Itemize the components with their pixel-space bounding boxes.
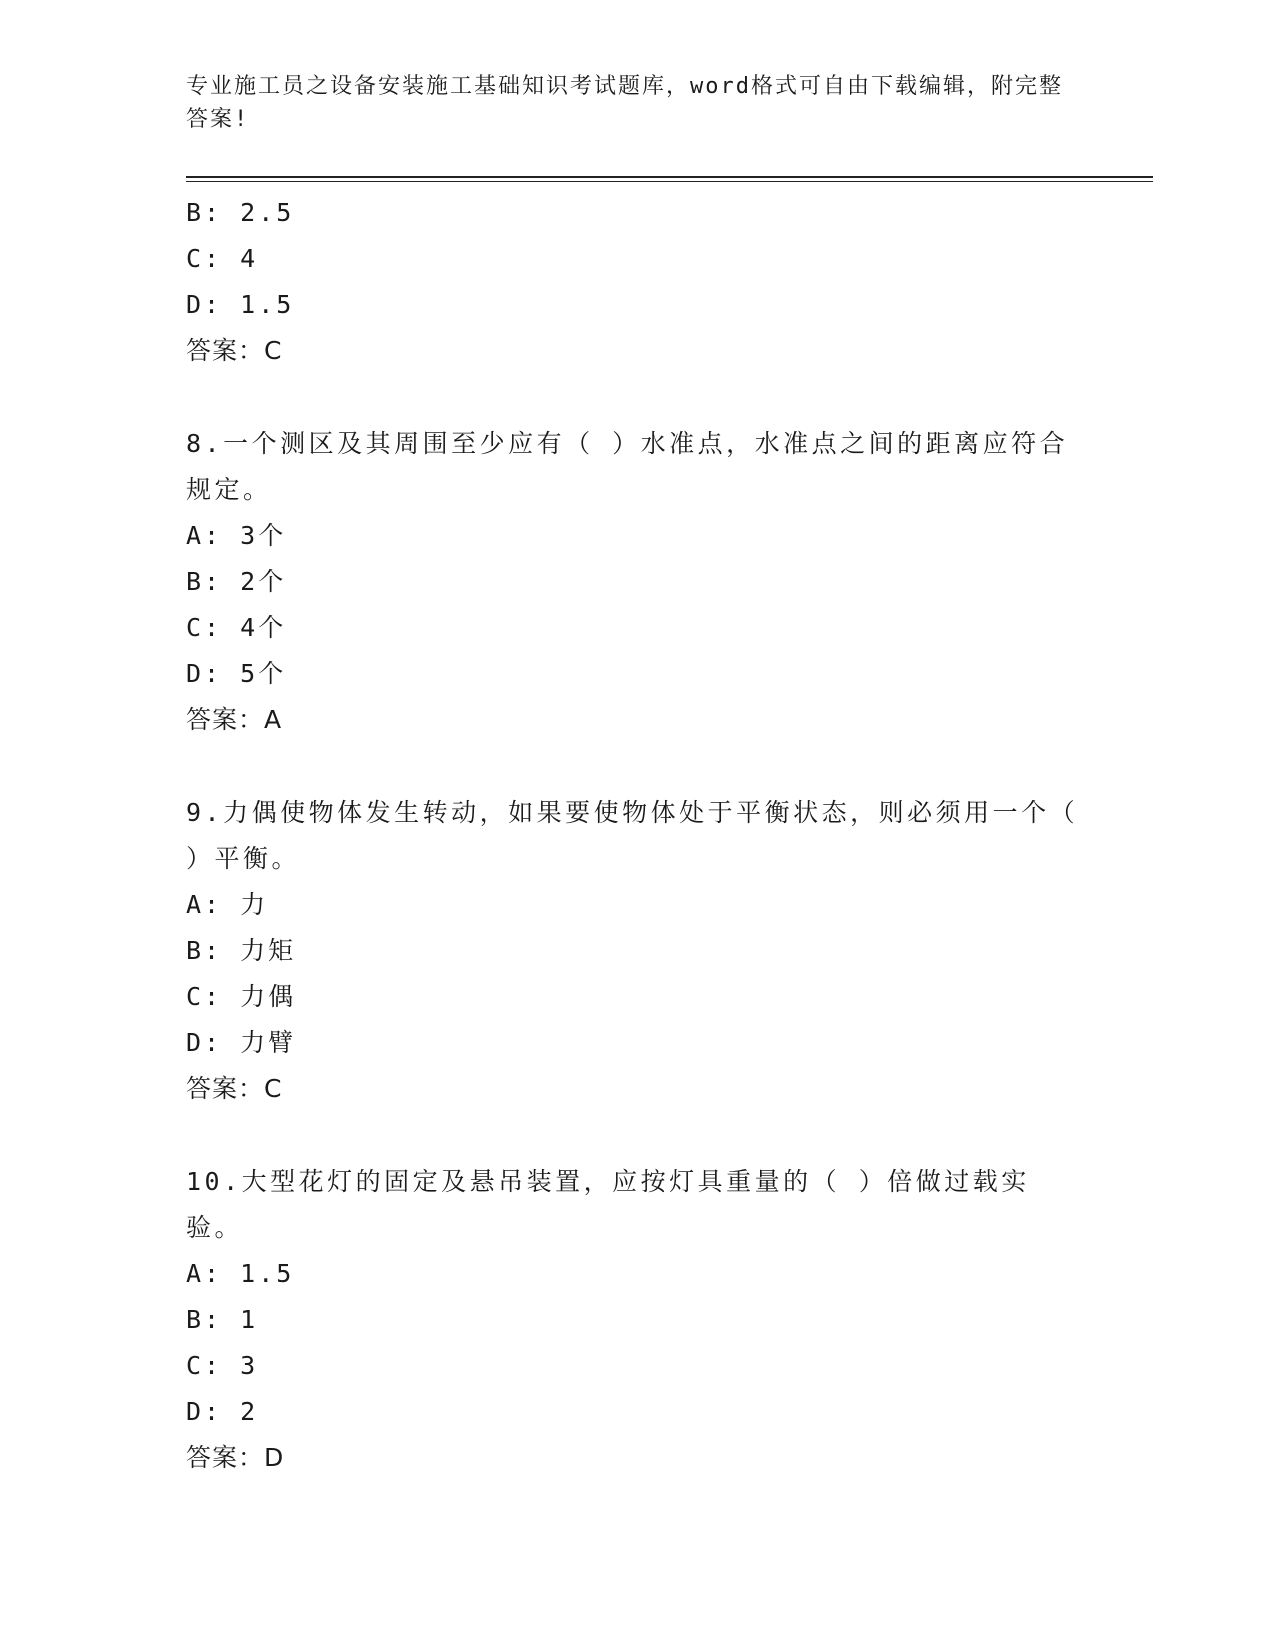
answer-line: 答案：C — [186, 336, 283, 365]
option-b: B: 力矩 — [186, 936, 297, 965]
option-d: D: 2 — [186, 1397, 259, 1426]
question-list — [186, 190, 1086, 1481]
header-rule-thin — [186, 181, 1153, 182]
answer-line: 答案：C — [186, 1074, 283, 1103]
question-9 — [186, 790, 1086, 1112]
option-a: A: 力 — [186, 890, 269, 919]
option-c: C: 4个 — [186, 613, 287, 642]
header-rule-thick — [186, 176, 1153, 178]
option-d: D: 力臂 — [186, 1028, 297, 1057]
previous-question-tail — [186, 190, 1086, 374]
question-text: 8.一个测区及其周围至少应有（ ）水准点，水准点之间的距离应符合规定。 — [186, 429, 1069, 504]
option-b: B: 2个 — [186, 567, 287, 596]
option-a: A: 3个 — [186, 521, 287, 550]
option-a: A: 1.5 — [186, 1259, 295, 1288]
option-b: B: 2.5 — [186, 198, 295, 227]
answer-line: 答案：D — [186, 1443, 285, 1472]
question-10 — [186, 1159, 1086, 1481]
option-c: C: 4 — [186, 244, 259, 273]
option-c: C: 力偶 — [186, 982, 297, 1011]
option-d: D: 5个 — [186, 659, 287, 688]
question-8 — [186, 421, 1086, 743]
option-b: B: 1 — [186, 1305, 259, 1334]
option-d: D: 1.5 — [186, 290, 295, 319]
question-text: 10.大型花灯的固定及悬吊装置，应按灯具重量的（ ）倍做过载实验。 — [186, 1167, 1030, 1242]
option-c: C: 3 — [186, 1351, 259, 1380]
document-header: 专业施工员之设备安装施工基础知识考试题库，word格式可自由下载编辑，附完整答案! — [186, 74, 1063, 132]
question-text: 9.力偶使物体发生转动，如果要使物体处于平衡状态，则必须用一个（ ）平衡。 — [186, 798, 1079, 873]
answer-line: 答案：A — [186, 705, 283, 734]
